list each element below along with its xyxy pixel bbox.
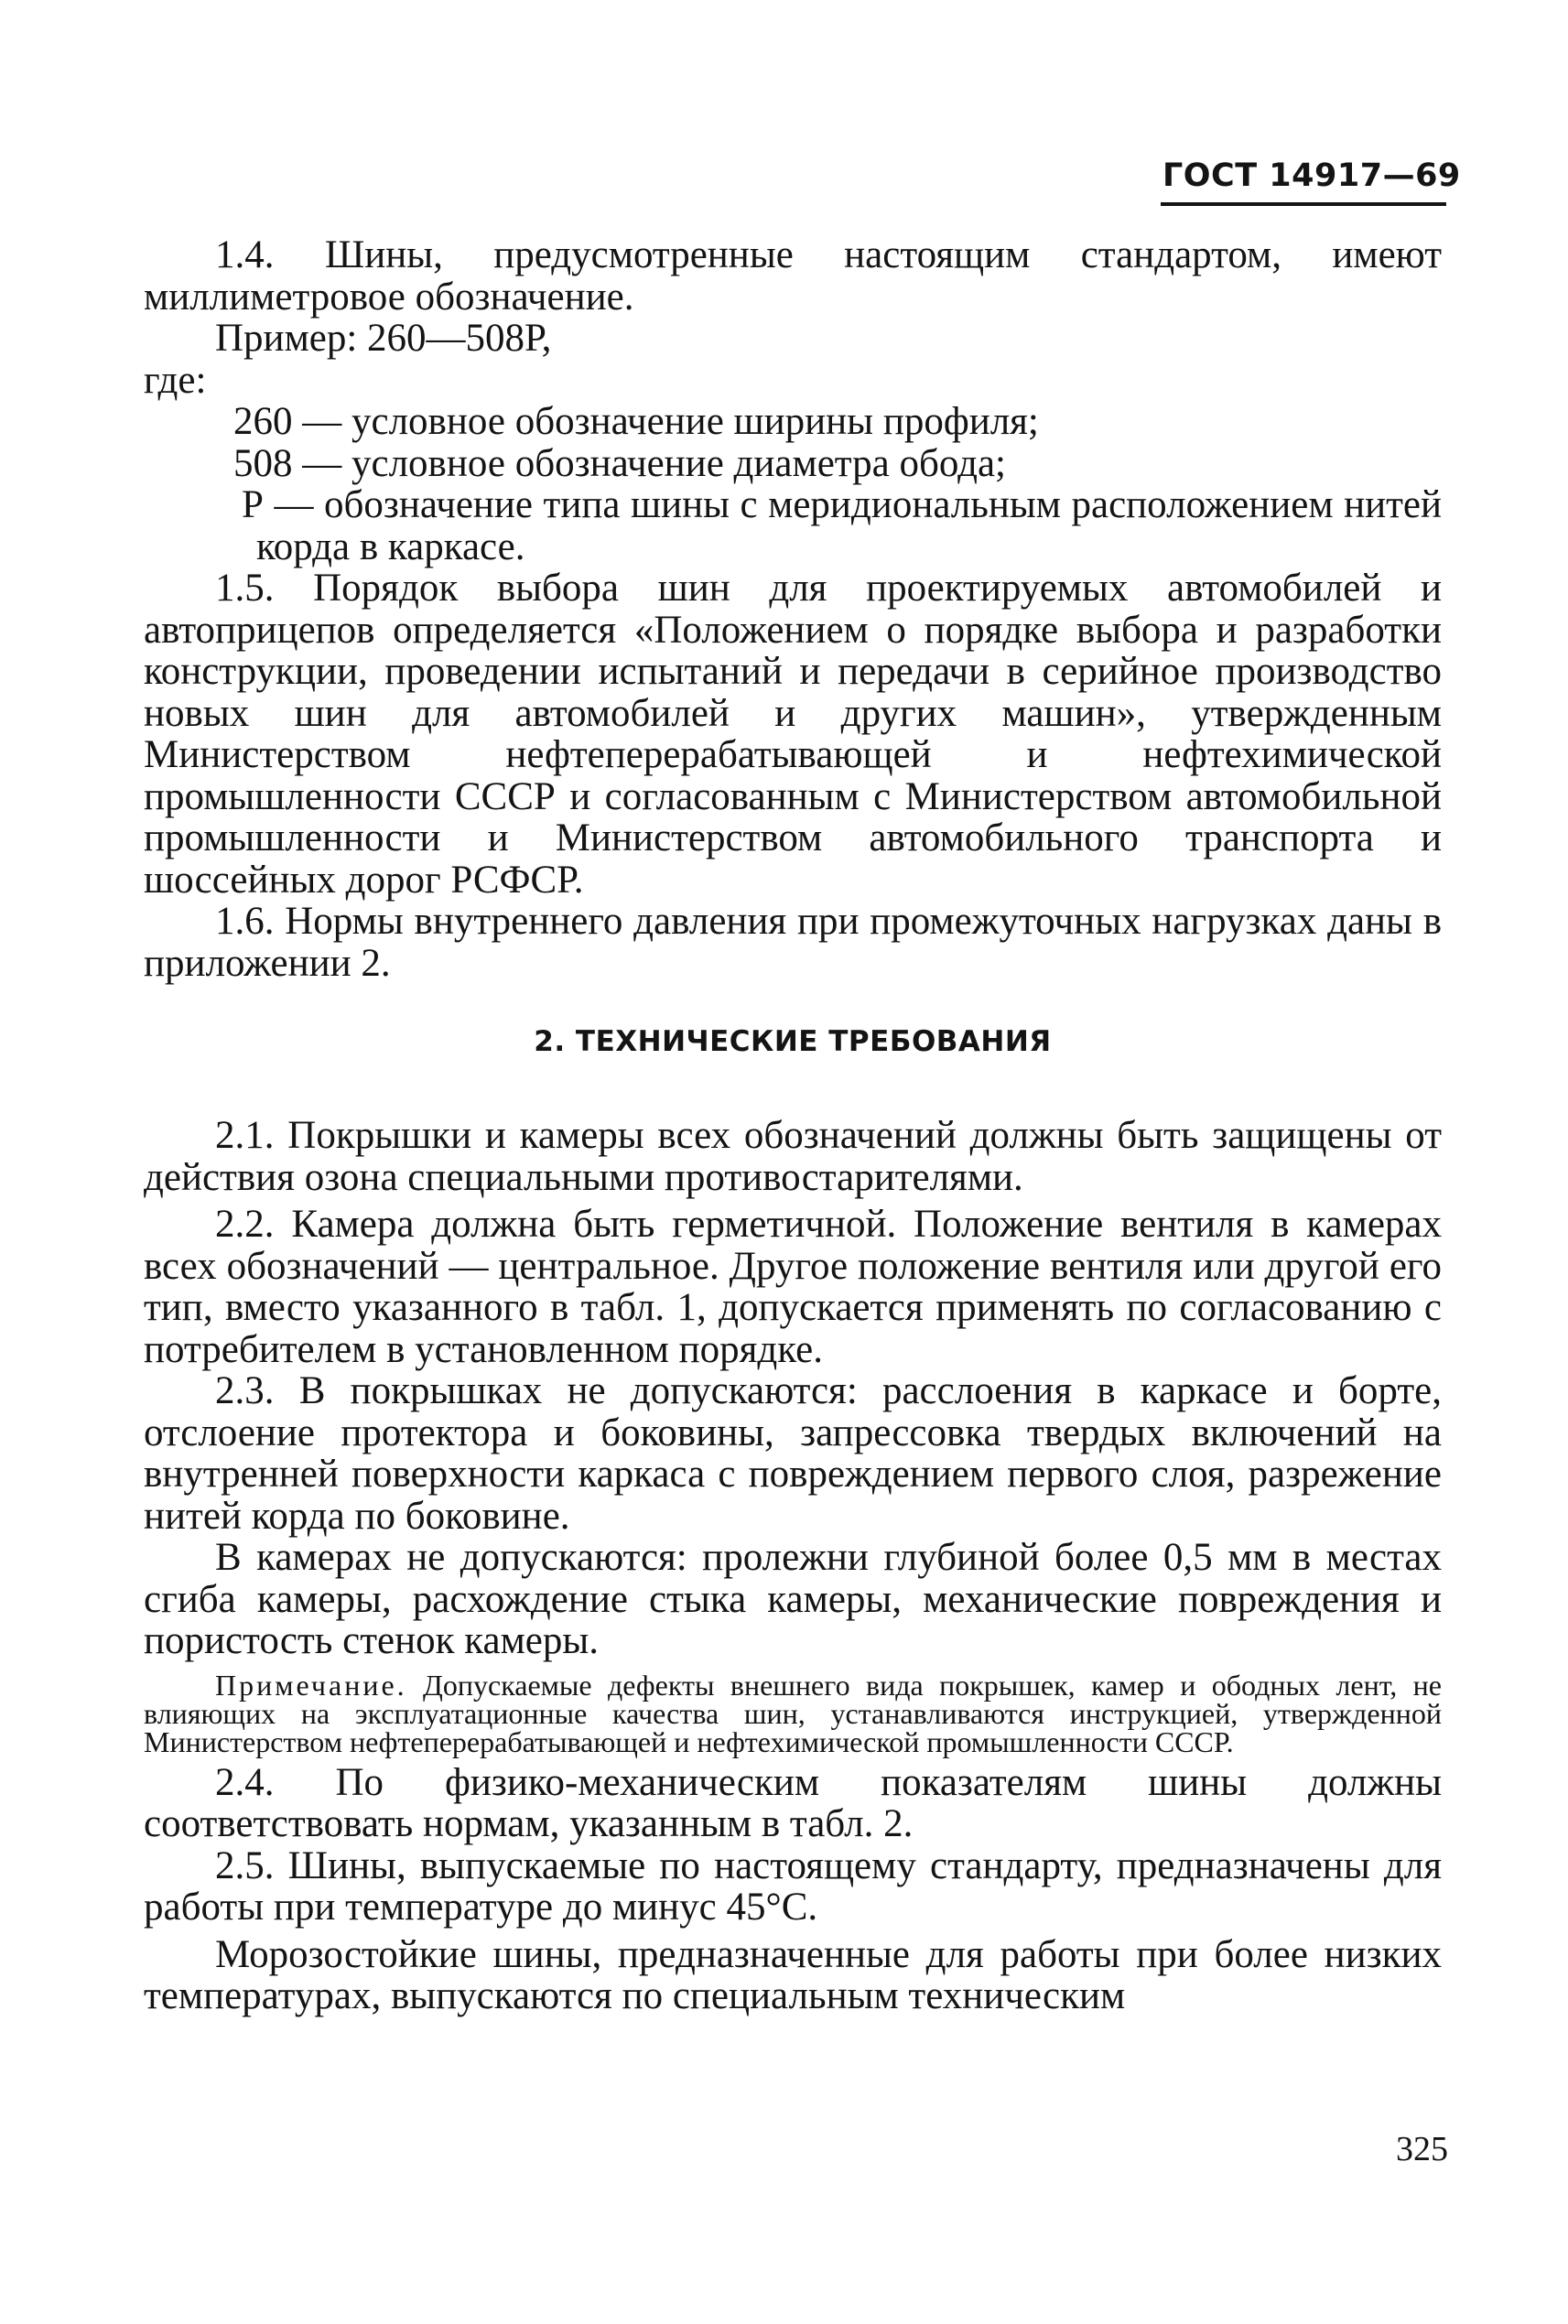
section-2-title: 2. ТЕХНИЧЕСКИЕ ТРЕБОВАНИЯ xyxy=(534,1025,1052,1058)
paragraph-2-1: 2.1. Покрышки и камеры всех обозначений должны быть защищены от действия озона специальными противостарителями. xyxy=(144,1114,1442,1199)
definition-r: Р — обозначение типа шины с меридиональным расположением нитей корда в каркасе. xyxy=(242,483,1442,568)
definition-260: 260 — условное обозначение ширины профиля; xyxy=(233,400,1039,443)
paragraph-2-3: 2.3. В покрышках не допускаются: расслоения в каркасе и борте, отслоение протектора и боковины, запрессовка твердых включений на внутренней поверхности каркаса с повреждением первого слоя, разрежение нитей корда по боковине. xyxy=(144,1369,1442,1538)
standard-header: ГОСТ 14917—69 xyxy=(1162,157,1461,194)
paragraph-1-5: 1.5. Порядок выбора шин для проектируемых автомобилей и автоприцепов определяется «Положением о порядке выбора и разработки конструкции, проведении испытаний и передачи в серийное производство новых шин для автомобилей и других машин», утвержденным Министерством нефтеперерабатывающей и нефтехимической промышленности СССР и согласованным с Министерством автомобильной промышленности и Министерством автомобильного транспорта и шоссейных дорог РСФСР. xyxy=(144,567,1442,902)
note xyxy=(144,1668,1443,1758)
paragraph-2-3-cameras: В камерах не допускаются: пролежни глубиной более 0,5 мм в местах сгиба камеры, расхождение стыка камеры, механические повреждения и пористость стенок камеры. xyxy=(144,1536,1442,1662)
paragraph-2-2: 2.2. Камера должна быть герметичной. Положение вентиля в камерах всех обозначений — центральное. Другое положение вентиля или другой его тип, вместо указанного в табл. 1, допускается применять по согласованию с потребителем в установленном порядке. xyxy=(144,1203,1442,1371)
header-rule xyxy=(1161,202,1446,206)
section-2-body xyxy=(144,1115,1442,2017)
definition-508: 508 — условное обозначение диаметра обода; xyxy=(233,441,1007,485)
paragraph-2-4: 2.4. По физико-механическим показателям шины должны соответствовать нормам, указанным в табл. 2. xyxy=(144,1760,1442,1845)
paragraph-1-6: 1.6. Нормы внутреннего давления при промежуточных нагрузках даны в приложении 2. xyxy=(144,900,1442,985)
where-label: где: xyxy=(144,358,207,402)
example-line: Пример: 260—508Р, xyxy=(215,317,552,360)
section-1-body xyxy=(144,234,1442,984)
paragraph-2-5-frost: Морозостойкие шины, предназначенные для работы при более низких температурах, выпускаются по специальным техническим xyxy=(144,1932,1442,2017)
page-number: 325 xyxy=(1396,2130,1448,2168)
paragraph-1-4: 1.4. Шины, предусмотренные настоящим стандартом, имеют миллиметровое обозначение. xyxy=(144,233,1442,319)
note-text: Допускаемые дефекты внешнего вида покрышек, камер и ободных лент, не влияющих на эксплуатационные качества шин, устанавливаются инструкцией, утвержденной Министерством нефтеперерабатывающей и нефтехимической промышленности СССР. xyxy=(144,1668,1443,1758)
paragraph-2-5: 2.5. Шины, выпускаемые по настоящему стандарту, предназначены для работы при температуре до минус 45°С. xyxy=(144,1843,1442,1929)
note-label: Примечание. xyxy=(215,1668,407,1702)
